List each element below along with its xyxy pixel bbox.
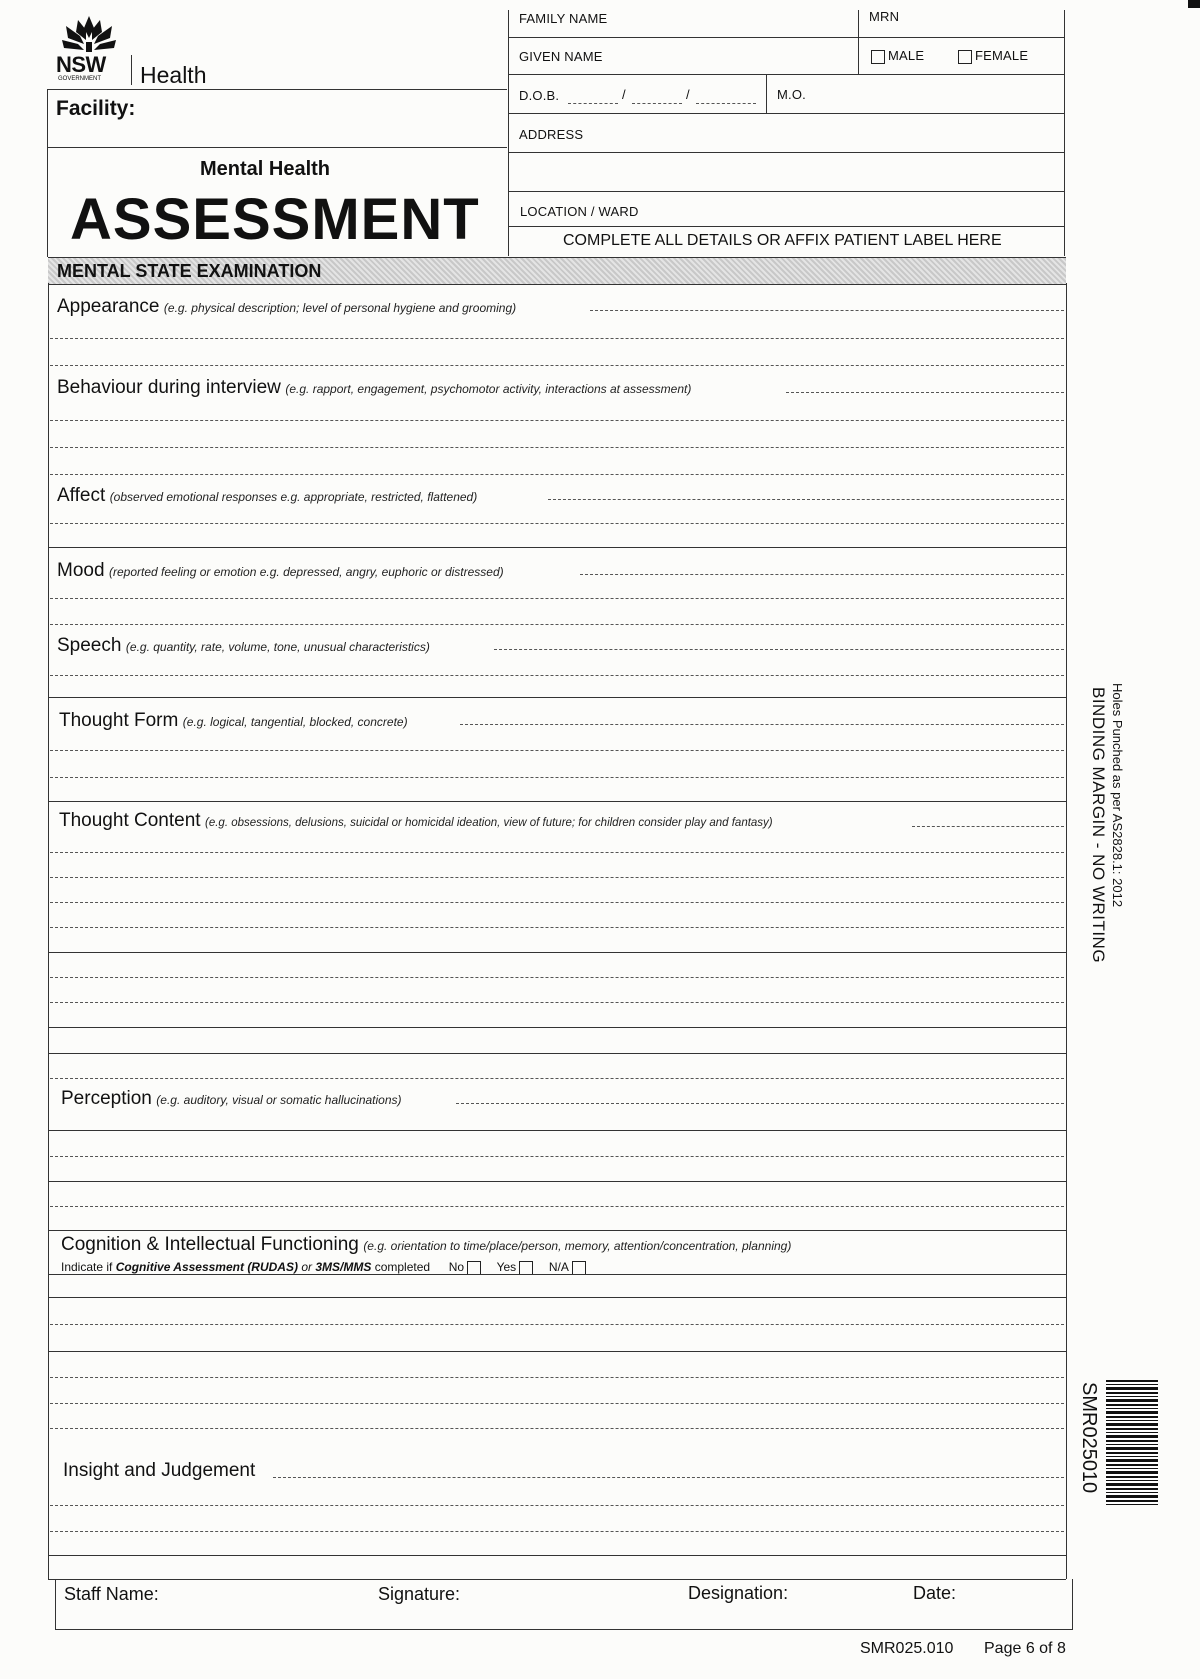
binding-margin-note: BINDING MARGIN - NO WRITING: [1089, 687, 1108, 964]
appearance-label: Appearance: [57, 296, 160, 317]
mse-heading-bar: [48, 257, 1066, 285]
insight-field[interactable]: [50, 1531, 1064, 1532]
thought-form-row: [59, 710, 408, 732]
page-number: Page 6 of 8: [984, 1640, 1066, 1657]
behaviour-field[interactable]: [50, 474, 1064, 475]
speech-label: Speech: [57, 635, 122, 656]
address-label: ADDRESS: [519, 127, 584, 142]
thought-content-field[interactable]: [50, 852, 1064, 853]
insight-field[interactable]: [50, 1505, 1064, 1506]
mood-row: [57, 560, 504, 582]
insight-field[interactable]: [273, 1477, 1064, 1478]
insight-row: [63, 1460, 255, 1482]
mse-heading: MENTAL STATE EXAMINATION: [57, 261, 322, 281]
speech-field[interactable]: [494, 649, 1064, 650]
affix-label-text: COMPLETE ALL DETAILS OR AFFIX PATIENT LABEL HERE: [563, 232, 1002, 249]
cognition-completed: completed: [374, 1260, 431, 1274]
perception-field[interactable]: [456, 1103, 1064, 1104]
facility-label: Facility:: [56, 97, 136, 120]
insight-label: Insight and Judgement: [63, 1460, 256, 1481]
logo-divider: [131, 55, 132, 85]
behaviour-field[interactable]: [786, 392, 1064, 393]
affect-field[interactable]: [548, 499, 1064, 500]
behaviour-field[interactable]: [50, 447, 1064, 448]
cognition-mms: 3MS/MMS: [315, 1260, 372, 1274]
dob-day-line[interactable]: [568, 103, 618, 104]
appearance-field[interactable]: [50, 338, 1064, 339]
behaviour-label: Behaviour during interview: [57, 377, 281, 398]
affect-hint: (observed emotional responses e.g. appropriate, restricted, flattened): [109, 490, 478, 504]
barcode-icon: [1106, 1380, 1158, 1505]
perception-label: Perception: [61, 1088, 152, 1109]
perception-field[interactable]: [50, 1156, 1064, 1157]
no-checkbox[interactable]: [467, 1261, 481, 1275]
appearance-field[interactable]: [590, 310, 1064, 311]
perception-field[interactable]: [50, 1206, 1064, 1207]
affect-field[interactable]: [50, 523, 1064, 524]
thought-content-field[interactable]: [912, 826, 1064, 827]
dob-sep-1: /: [622, 87, 626, 102]
thought-content-row: [59, 810, 773, 832]
dob-sep-2: /: [686, 87, 690, 102]
male-option[interactable]: [868, 48, 924, 64]
option-na: N/A: [548, 1260, 569, 1274]
family-name-label: FAMILY NAME: [519, 11, 608, 26]
na-checkbox[interactable]: [572, 1261, 586, 1275]
thought-content-hint: (e.g. obsessions, delusions, suicidal or homicidal ideation, view of future; for children consider play and fantasy): [205, 817, 773, 829]
male-label: MALE: [888, 48, 925, 63]
cognition-or: or: [301, 1260, 312, 1274]
designation-label: Designation:: [688, 1583, 789, 1603]
behaviour-row: [57, 377, 691, 399]
option-no: No: [448, 1260, 465, 1274]
perception-row: [61, 1088, 402, 1110]
form-code: SMR025.010: [860, 1640, 954, 1657]
male-checkbox[interactable]: [871, 50, 885, 64]
cognition-indicate-row: [61, 1260, 589, 1275]
mo-label: M.O.: [777, 87, 806, 102]
thought-form-label: Thought Form: [59, 710, 179, 731]
cognition-row: [61, 1234, 791, 1256]
behaviour-field[interactable]: [50, 420, 1064, 421]
thought-content-field[interactable]: [50, 1078, 1064, 1079]
thought-form-hint: (e.g. logical, tangential, blocked, concrete): [182, 715, 408, 729]
mood-hint: (reported feeling or emotion e.g. depressed, angry, euphoric or distressed): [108, 565, 504, 579]
appearance-hint: (e.g. physical description; level of personal hygiene and grooming): [163, 301, 517, 315]
nsw-waratah-logo-icon: [56, 14, 122, 54]
cognition-indicate-prefix: Indicate if: [61, 1260, 113, 1274]
location-ward-label: LOCATION / WARD: [520, 204, 639, 219]
nsw-logo-text: NSW: [56, 52, 106, 77]
dob-month-line[interactable]: [632, 103, 682, 104]
affect-label: Affect: [57, 485, 106, 506]
form-title: ASSESSMENT: [70, 187, 480, 252]
mood-field[interactable]: [50, 598, 1064, 599]
thought-form-field[interactable]: [460, 724, 1064, 725]
holes-punched-note: Holes Punched as per AS2828.1: 2012: [1110, 683, 1125, 908]
cognition-field[interactable]: [50, 1377, 1064, 1378]
corner-mark: [1188, 0, 1200, 8]
given-name-label: GIVEN NAME: [519, 49, 603, 64]
female-checkbox[interactable]: [958, 50, 972, 64]
speech-field[interactable]: [50, 675, 1064, 676]
cognition-field[interactable]: [50, 1324, 1064, 1325]
thought-content-field[interactable]: [50, 877, 1064, 878]
date-label: Date:: [913, 1583, 957, 1603]
female-option[interactable]: [955, 48, 1028, 64]
speech-hint: (e.g. quantity, rate, volume, tone, unusual characteristics): [125, 640, 430, 654]
dob-year-line[interactable]: [696, 103, 756, 104]
yes-checkbox[interactable]: [519, 1261, 533, 1275]
health-text: Health: [140, 62, 207, 88]
cognition-label: Cognition & Intellectual Functioning: [61, 1234, 359, 1255]
affect-row: [57, 485, 477, 507]
form-subtitle: Mental Health: [200, 158, 331, 180]
barcode-code: SMR025010: [1078, 1382, 1100, 1494]
mood-field[interactable]: [580, 574, 1064, 575]
thought-content-field[interactable]: [50, 977, 1064, 978]
cognition-field[interactable]: [50, 1428, 1064, 1429]
mood-label: Mood: [57, 560, 105, 581]
speech-row: [57, 635, 430, 657]
appearance-row: [57, 296, 516, 318]
option-yes: Yes: [496, 1260, 517, 1274]
cognition-hint: (e.g. orientation to time/place/person, memory, attention/concentration, planning): [363, 1239, 792, 1253]
dob-label: D.O.B.: [519, 88, 560, 103]
mrn-label: MRN: [869, 9, 900, 24]
signature-label: Signature:: [378, 1584, 461, 1604]
behaviour-hint: (e.g. rapport, engagement, psychomotor activity, interactions at assessment): [285, 382, 692, 396]
thought-content-field[interactable]: [50, 927, 1064, 928]
thought-content-field[interactable]: [50, 1002, 1064, 1003]
thought-content-field[interactable]: [50, 902, 1064, 903]
staff-name-label: Staff Name:: [64, 1584, 159, 1604]
thought-form-field[interactable]: [50, 777, 1064, 778]
cognition-rudas: Cognitive Assessment (RUDAS): [115, 1260, 298, 1274]
appearance-field[interactable]: [50, 365, 1064, 366]
cognition-field[interactable]: [50, 1403, 1064, 1404]
nsw-logo-subtext: GOVERNMENT: [58, 76, 102, 82]
thought-content-label: Thought Content: [59, 810, 201, 831]
perception-hint: (e.g. auditory, visual or somatic hallucinations): [156, 1093, 402, 1107]
mood-field[interactable]: [50, 624, 1064, 625]
thought-form-field[interactable]: [50, 750, 1064, 751]
female-label: FEMALE: [975, 48, 1029, 63]
